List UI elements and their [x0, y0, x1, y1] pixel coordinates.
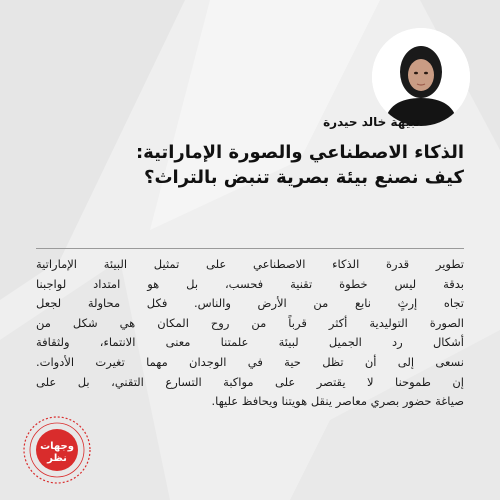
- body-line: بدقة ليس خطوة تقنية فحسب، بل هو امتداد لواجبنا: [36, 276, 464, 291]
- body-line: صياغة حضور بصري معاصر ينقل هويتنا ويحافظ عليها.: [211, 394, 464, 409]
- author-photo: [372, 28, 470, 126]
- body-line: نسعى إلى أن تظل حية في الوجدان مهما تغيرت الأدوات.: [36, 354, 464, 369]
- article-headline: [135, 140, 472, 190]
- article-body: [36, 255, 464, 412]
- stamp-line-2: نظر: [47, 453, 67, 464]
- wejhat-nazar-stamp-logo: [22, 415, 92, 485]
- section-divider: [36, 248, 464, 249]
- author-portrait-icon: [372, 28, 470, 126]
- body-line: تجاه إرثٍ نابع من الأرض والناس. فكل محاولة لجعل: [36, 296, 464, 311]
- headline-line-2: كيف نصنع بيئة بصرية تنبض بالتراث؟: [144, 167, 464, 188]
- headline-text: [136, 140, 464, 190]
- stamp-line-1: وجهات: [40, 441, 74, 452]
- headline-line-1: الذكاء الاصطناعي والصورة الإماراتية:: [135, 142, 464, 163]
- body-line: الصورة التوليدية أكثر قرباً من روح المكان هي شكل من: [36, 315, 464, 330]
- author-name: نبيهة خالد حيدرة: [323, 115, 420, 129]
- body-line: أشكال رد الجميل لبيئة علمتنا معنى الانتماء، ولثقافة: [36, 335, 464, 350]
- body-line: تطوير قدرة الذكاء الاصطناعي على تمثيل البيئة الإماراتية: [36, 257, 464, 271]
- body-line: إن طموحنا لا يقتصر على مواكبة التسارع التقني، بل على: [36, 374, 464, 389]
